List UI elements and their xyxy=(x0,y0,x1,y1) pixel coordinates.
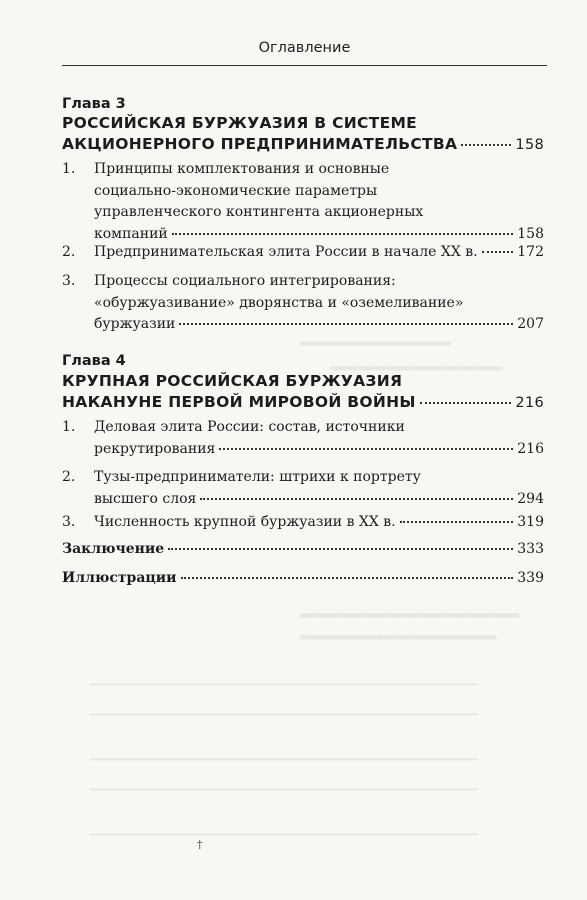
leader-dots xyxy=(181,576,514,579)
toc-entry-3-1[interactable] xyxy=(62,159,544,245)
entry-text-line: Принципы комплектования и основные xyxy=(94,161,390,177)
entry-text-line: Тузы-предприниматели: штрихи к портрету xyxy=(94,469,421,485)
chapter-3-label: Глава 3 xyxy=(62,96,126,112)
toc-entry-3-2[interactable] xyxy=(62,242,544,264)
chapter-3-title[interactable] xyxy=(62,113,544,156)
entry-text-line: управленческого контингента акционерных xyxy=(94,204,424,220)
chapter-4-title-line-2: НАКАНУНЕ ПЕРВОЙ МИРОВОЙ ВОЙНЫ xyxy=(62,393,416,411)
header-rule xyxy=(62,65,547,66)
chapter-4-title[interactable] xyxy=(62,371,544,414)
leader-dots xyxy=(200,497,513,500)
page-header: Оглавление xyxy=(258,40,351,56)
chapter-3-page: 158 xyxy=(515,137,544,153)
leader-dots xyxy=(400,520,514,523)
entry-number: 3. xyxy=(62,273,76,289)
entry-page: 158 xyxy=(517,225,544,242)
toc-entry-conclusion[interactable] xyxy=(62,541,544,557)
entry-text-line: высшего слоя xyxy=(94,490,197,507)
chapter-3-title-line-1: РОССИЙСКАЯ БУРЖУАЗИЯ В СИСТЕМЕ xyxy=(62,114,418,132)
toc-entry-3-3[interactable] xyxy=(62,271,544,336)
toc-entry-illustrations[interactable] xyxy=(62,570,544,586)
leader-dots xyxy=(168,547,513,550)
toc-entry-4-3[interactable] xyxy=(62,512,544,534)
chapter-4-page: 216 xyxy=(515,395,544,411)
chapter-4-label: Глава 4 xyxy=(62,353,126,369)
entry-number: 1. xyxy=(62,161,76,177)
entry-page: 172 xyxy=(517,244,544,260)
margin-mark: † xyxy=(197,838,203,851)
leader-dots xyxy=(179,322,513,325)
entry-page: 319 xyxy=(517,514,544,530)
entry-text-line: Процессы социального интегрирования: xyxy=(94,273,396,289)
entry-text-line: «обуржуазивание» дворянства и «оземеливание» xyxy=(94,294,464,311)
illustrations-label: Иллюстрации xyxy=(62,570,177,586)
leader-dots xyxy=(461,143,511,146)
entry-text-line: Численность крупной буржуазии в XX в. xyxy=(94,514,396,530)
entry-text-line: социально-экономические параметры xyxy=(94,182,378,199)
toc-page: ▂▂▂▂▂▂▂▂▂▂▂▂▂▂ ▂▂▂▂▂▂▂▂▂▂▂▂▂▂▂▂ ▂▂▂▂▂▂▂▂▂▂▂▂▂▂▂▂▂▂▂ ▂▂▂▂▂▂▂▂▂▂▂▂▂▂▂▂▂ ▁▁▁▁▁▁▁▁▁▁▁▁▁▁▁▁▁▁▁▁▁▁▁▁▁▁▁▁▁▁▁▁▁▁▁▁ ▁▁▁▁▁▁▁▁▁▁▁▁▁▁▁▁▁▁▁▁▁▁▁▁▁▁▁▁▁▁▁▁▁▁▁▁ ▁▁▁▁▁▁▁▁▁▁▁▁▁▁▁▁▁▁▁▁▁▁▁▁▁▁▁▁▁▁▁▁▁▁▁▁ ▁▁▁▁▁▁▁▁▁▁▁▁▁▁▁▁▁▁▁▁▁▁▁▁▁▁▁▁▁▁▁▁▁▁▁▁ ▁▁▁▁▁▁▁▁▁▁▁▁▁▁▁▁▁▁▁▁▁▁▁▁▁▁▁▁▁▁▁▁▁▁▁▁ Оглавление Глава 3 РОССИЙСКАЯ БУРЖУАЗИЯ В СИСТЕМЕ АКЦИОНЕРНОГО ПРЕДПРИНИМАТЕЛЬСТВА 158 1. Принципы комплектования и основные социально-экономические параметры управленческого контингента акционерных компаний 158 2. Предпринимательская элита России в начале XX в. 172 3. Процессы социального интегрирования: «обуржуазивание» дворянства и «оземеливание» буржуазии 207 Глава 4 КРУПНАЯ РОССИЙСКАЯ БУРЖУАЗИЯ НАКАНУНЕ ПЕРВОЙ МИРОВОЙ ВОЙНЫ 216 1. Деловая элита России: состав, источники рекрутирования 216 2. Тузы-предприниматели: штрихи к портрету высшего слоя 294 3. Численность крупной буржуазии в XX в. 319 Заключение 333 Иллюстрации 339 † xyxy=(0,0,587,900)
entry-text-line: компаний xyxy=(94,225,168,242)
leader-dots xyxy=(420,401,512,404)
illustrations-page: 339 xyxy=(517,570,544,586)
entry-page: 216 xyxy=(517,440,544,457)
entry-text-line: Деловая элита России: состав, источники xyxy=(94,419,405,435)
chapter-3-title-line-2: АКЦИОНЕРНОГО ПРЕДПРИНИМАТЕЛЬСТВА xyxy=(62,135,458,153)
entry-number: 2. xyxy=(62,244,76,260)
entry-number: 2. xyxy=(62,469,76,485)
conclusion-page: 333 xyxy=(517,541,544,557)
conclusion-label: Заключение xyxy=(62,541,165,557)
entry-text-line: Предпринимательская элита России в начале XX в. xyxy=(94,244,478,260)
entry-page: 207 xyxy=(517,316,544,332)
entry-page: 294 xyxy=(517,490,544,507)
entry-text-line: рекрутирования xyxy=(94,440,216,457)
chapter-4-title-line-1: КРУПНАЯ РОССИЙСКАЯ БУРЖУАЗИЯ xyxy=(62,372,403,390)
entry-number: 1. xyxy=(62,419,76,435)
entry-number: 3. xyxy=(62,514,76,530)
entry-text-line: буржуазии xyxy=(94,316,176,332)
leader-dots xyxy=(219,447,513,450)
leader-dots xyxy=(482,250,514,253)
toc-entry-4-1[interactable] xyxy=(62,417,544,460)
leader-dots xyxy=(172,232,514,235)
toc-entry-4-2[interactable] xyxy=(62,467,544,510)
